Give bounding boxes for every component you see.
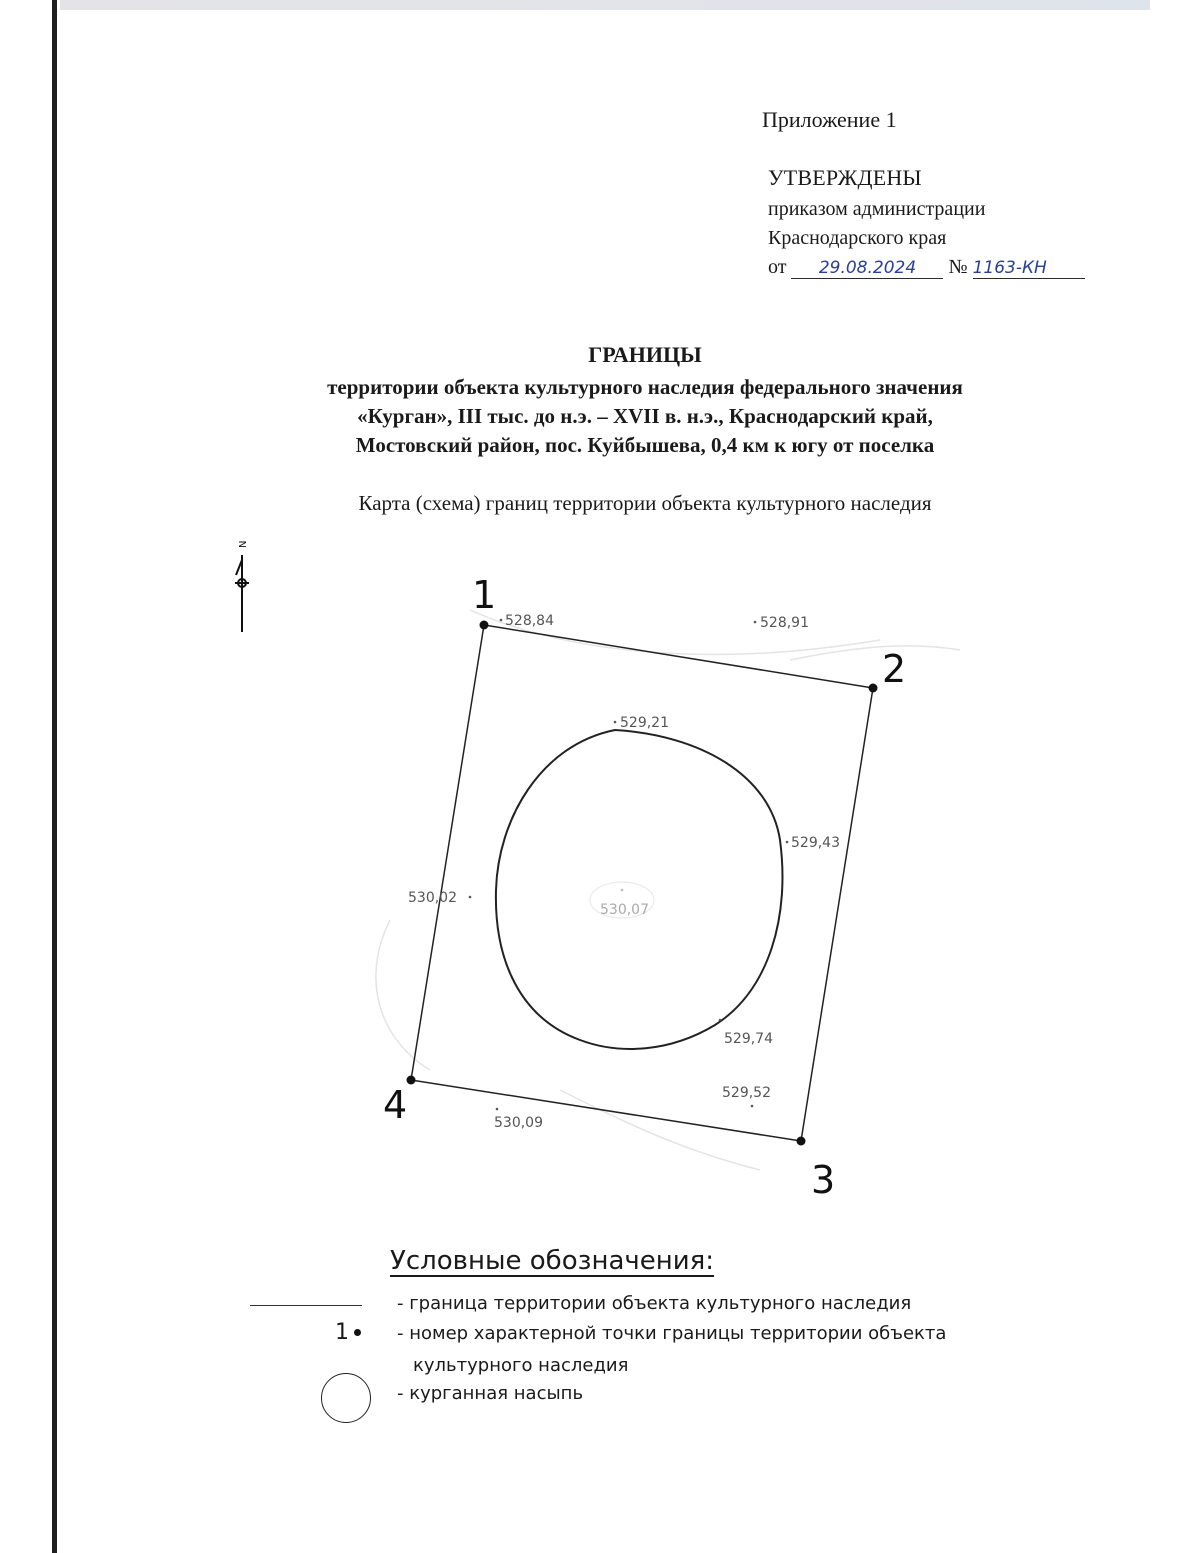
elevation-530-09: 530,09 bbox=[494, 1115, 543, 1131]
point-label-1: 1 bbox=[472, 573, 497, 617]
legend-point-text-2: культурного наследия bbox=[413, 1355, 629, 1376]
elevation-529-74: 529,74 bbox=[724, 1031, 773, 1047]
elevation-dot bbox=[786, 841, 789, 844]
title-line-1: территории объекта культурного наследия федерального значения bbox=[327, 375, 963, 399]
legend-title: Условные обозначения: bbox=[390, 1246, 715, 1276]
legend-point-sample-number: 1 bbox=[335, 1320, 349, 1345]
appendix-label: Приложение 1 bbox=[762, 107, 897, 132]
legend-mound-circle-icon bbox=[321, 1373, 371, 1423]
elevation-530-07: 530,07 bbox=[600, 902, 649, 918]
boundary-point-3 bbox=[797, 1137, 806, 1146]
legend-boundary-line-sample bbox=[250, 1305, 362, 1306]
kurgan-mound-outline bbox=[496, 730, 783, 1049]
document-title: ГРАНИЦЫ bbox=[588, 342, 702, 367]
elevation-dot bbox=[614, 721, 617, 724]
order-date-handwritten: 29.08.2024 bbox=[791, 258, 943, 279]
legend-mound-text: - курганная насыпь bbox=[397, 1383, 584, 1404]
point-label-2: 2 bbox=[882, 647, 907, 691]
north-arrow-icon bbox=[235, 555, 249, 632]
elevation-529-52: 529,52 bbox=[722, 1085, 771, 1101]
boundary-point-4 bbox=[407, 1076, 416, 1085]
boundary-point-2 bbox=[869, 684, 878, 693]
north-label: N bbox=[238, 540, 249, 548]
title-line-3: Мостовский район, пос. Куйбышева, 0,4 км к югу от поселка bbox=[355, 433, 935, 457]
elevation-dot bbox=[496, 1108, 499, 1111]
legend-point-text-1: - номер характерной точки границы территории объекта bbox=[397, 1323, 947, 1344]
territory-boundary bbox=[411, 625, 873, 1141]
elevation-529-43: 529,43 bbox=[791, 835, 840, 851]
boundary-point-1 bbox=[480, 621, 489, 630]
elevation-dot bbox=[751, 1105, 754, 1108]
elevation-530-02: 530,02 bbox=[408, 890, 457, 906]
elevation-528-84: 528,84 bbox=[505, 613, 554, 629]
point-label-4: 4 bbox=[383, 1083, 408, 1127]
approval-line-2: Краснодарского края bbox=[768, 227, 947, 249]
elevation-dot bbox=[500, 619, 503, 622]
title-line-2: «Курган», III тыс. до н.э. – XVII в. н.э., Краснодарский край, bbox=[357, 404, 933, 428]
elevation-528-91: 528,91 bbox=[760, 615, 809, 631]
approval-line-1: приказом администрации bbox=[768, 198, 986, 220]
legend-boundary-text: - граница территории объекта культурного наследия bbox=[397, 1293, 912, 1314]
elevation-dot bbox=[621, 889, 624, 892]
elevation-dot bbox=[719, 1019, 722, 1022]
elevation-dot bbox=[754, 621, 757, 624]
elevation-dot bbox=[469, 896, 472, 899]
legend-point-sample-dot bbox=[354, 1329, 361, 1336]
point-label-3: 3 bbox=[811, 1158, 836, 1202]
elevation-529-21: 529,21 bbox=[620, 715, 669, 731]
order-prefix: от bbox=[768, 256, 787, 278]
order-number-handwritten: 1163-КН bbox=[973, 258, 1085, 279]
map-caption: Карта (схема) границ территории объекта культурного наследия bbox=[358, 491, 932, 515]
approved-heading: УТВЕРЖДЕНЫ bbox=[768, 165, 922, 190]
order-number-label: № bbox=[948, 256, 968, 278]
